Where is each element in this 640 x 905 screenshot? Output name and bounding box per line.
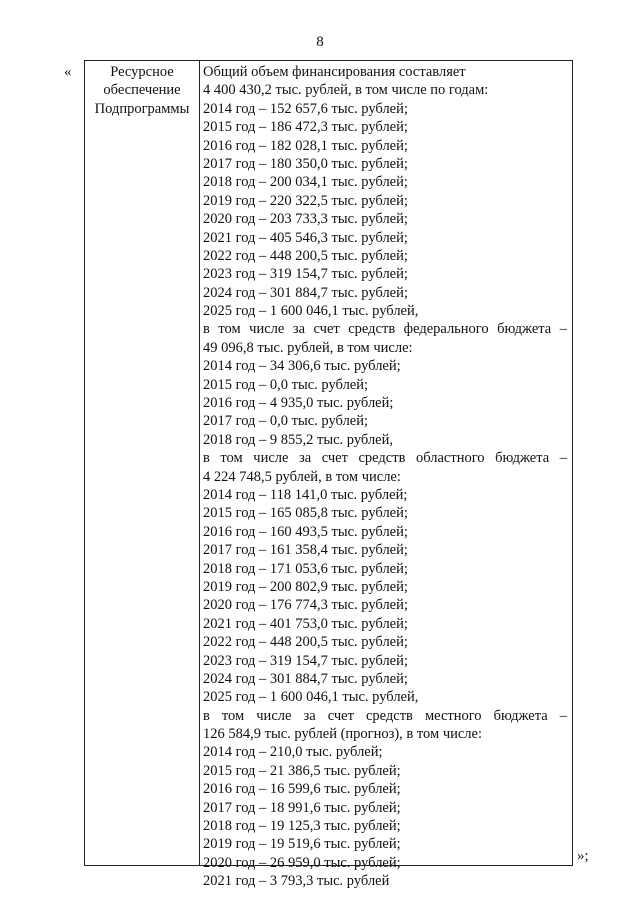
- financing-line: 2014 год – 210,0 тыс. рублей;: [203, 744, 383, 761]
- financing-line: 2020 год – 26 959,0 тыс. рублей;: [203, 854, 401, 871]
- financing-line: в том числе за счет средств областного бюджета –: [203, 450, 567, 467]
- financing-line: 2016 год – 4 935,0 тыс. рублей;: [203, 395, 394, 412]
- left-cell-line: Ресурсное: [110, 64, 174, 80]
- financing-line: 2022 год – 448 200,5 тыс. рублей;: [203, 634, 408, 651]
- financing-line: 2018 год – 171 053,6 тыс. рублей;: [203, 560, 408, 577]
- financing-line: 2020 год – 176 774,3 тыс. рублей;: [203, 597, 408, 614]
- financing-line: 2015 год – 0,0 тыс. рублей;: [203, 376, 369, 393]
- financing-line: в том числе за счет средств федерального бюджета –: [203, 321, 567, 338]
- financing-line: 4 224 748,5 рублей, в том числе:: [203, 468, 401, 485]
- financing-line: 2016 год – 182 028,1 тыс. рублей;: [203, 137, 408, 154]
- financing-line: 2019 год – 19 519,6 тыс. рублей;: [203, 836, 401, 853]
- column-divider: [199, 61, 200, 865]
- financing-line: 2018 год – 200 034,1 тыс. рублей;: [203, 174, 408, 191]
- financing-line: 2020 год – 203 733,3 тыс. рублей;: [203, 211, 408, 228]
- financing-line: 49 096,8 тыс. рублей, в том числе:: [203, 339, 413, 356]
- financing-line: 2018 год – 9 855,2 тыс. рублей,: [203, 431, 394, 448]
- financing-line: 2023 год – 319 154,7 тыс. рублей;: [203, 652, 408, 669]
- financing-line: 2023 год – 319 154,7 тыс. рублей;: [203, 266, 408, 283]
- resource-table: [84, 60, 573, 890]
- financing-line: 2018 год – 19 125,3 тыс. рублей;: [203, 818, 401, 835]
- financing-line: 2014 год – 152 657,6 тыс. рублей;: [203, 100, 408, 117]
- financing-line: 2017 год – 18 991,6 тыс. рублей;: [203, 799, 401, 816]
- financing-line: 2019 год – 200 802,9 тыс. рублей;: [203, 578, 408, 595]
- financing-line: 2017 год – 180 350,0 тыс. рублей;: [203, 155, 408, 172]
- financing-line: 2016 год – 160 493,5 тыс. рублей;: [203, 523, 408, 540]
- financing-line: 2014 год – 34 306,6 тыс. рублей;: [203, 358, 401, 375]
- left-cell-line: обеспечение: [103, 82, 181, 99]
- financing-line: 2024 год – 301 884,7 тыс. рублей;: [203, 670, 408, 687]
- financing-line: 2025 год – 1 600 046,1 тыс. рублей,: [203, 303, 419, 320]
- financing-line: 2016 год – 16 599,6 тыс. рублей;: [203, 781, 401, 798]
- financing-line: 2022 год – 448 200,5 тыс. рублей;: [203, 247, 408, 264]
- financing-line: 2021 год – 3 793,3 тыс. рублей: [203, 873, 390, 890]
- opening-quote: «: [64, 64, 72, 80]
- financing-line: 2014 год – 118 141,0 тыс. рублей;: [203, 486, 408, 503]
- closing-quote: »;: [577, 848, 589, 864]
- financing-line: 126 584,9 тыс. рублей (прогноз), в том числе:: [203, 726, 483, 743]
- financing-line: Общий объем финансирования составляет: [203, 64, 466, 80]
- financing-line: 2021 год – 405 546,3 тыс. рублей;: [203, 229, 408, 246]
- financing-line: 2021 год – 401 753,0 тыс. рублей;: [203, 615, 408, 632]
- financing-line: 2017 год – 161 358,4 тыс. рублей;: [203, 542, 408, 559]
- right-cell: [203, 63, 567, 891]
- page-number: 8: [316, 34, 324, 50]
- financing-line: 2015 год – 21 386,5 тыс. рублей;: [203, 762, 401, 779]
- financing-line: 2015 год – 186 472,3 тыс. рублей;: [203, 119, 408, 136]
- financing-line: 2025 год – 1 600 046,1 тыс. рублей,: [203, 689, 419, 706]
- left-cell: [85, 63, 199, 118]
- left-cell-line: Подпрограммы: [94, 100, 190, 117]
- financing-line: 2024 год – 301 884,7 тыс. рублей;: [203, 284, 408, 301]
- financing-line: 4 400 430,2 тыс. рублей, в том числе по годам:: [203, 82, 489, 99]
- financing-line: 2017 год – 0,0 тыс. рублей;: [203, 413, 369, 430]
- financing-line: 2015 год – 165 085,8 тыс. рублей;: [203, 505, 408, 522]
- financing-line: 2019 год – 220 322,5 тыс. рублей;: [203, 192, 408, 209]
- financing-line: в том числе за счет средств местного бюджета –: [203, 707, 567, 724]
